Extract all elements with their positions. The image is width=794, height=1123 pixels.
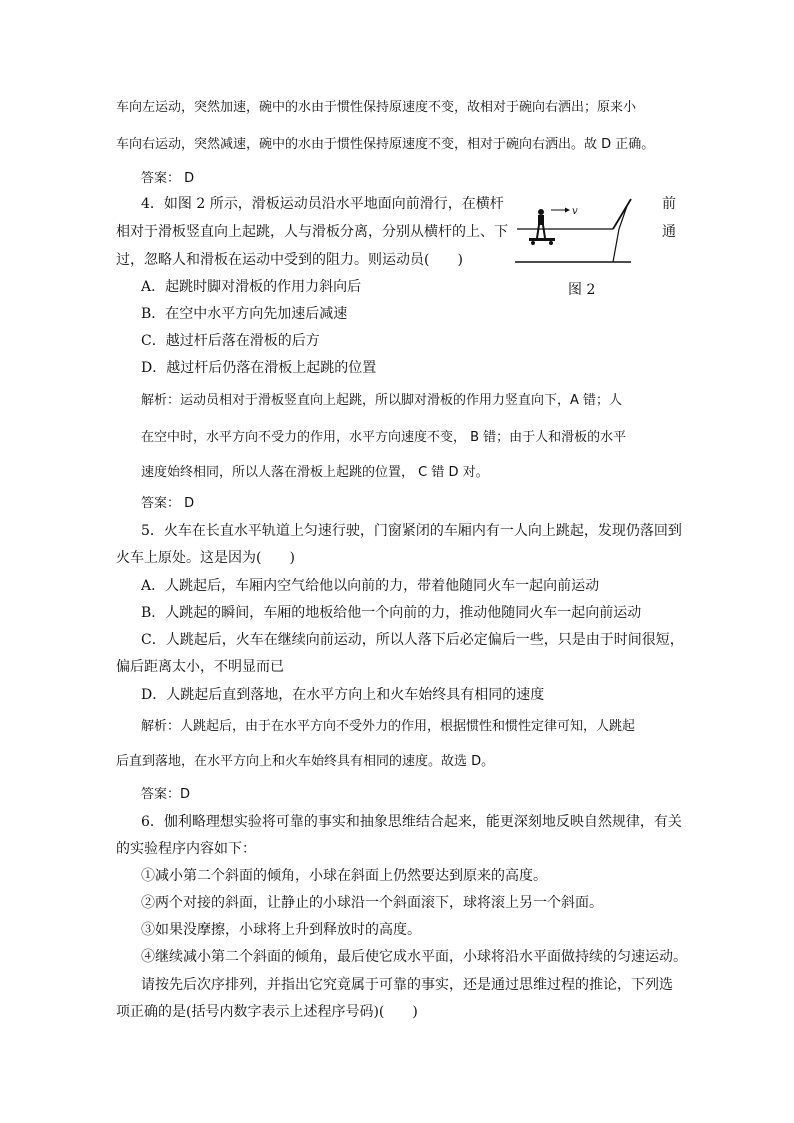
q5-analysis-line1: 解析：人跳起后，由于在水平方向不受外力的作用，根据惯性和惯性定律可知，人跳起: [141, 719, 636, 734]
q6-step-2: ②两个对接的斜面，让静止的小球沿一个斜面滚下，球将滚上另一个斜面。: [141, 895, 603, 911]
q6-step-3: ③如果没摩擦，小球将上升到释放时的高度。: [141, 922, 421, 938]
q4-stem-line2-end: 通: [662, 224, 676, 240]
q4-stem-line3: 过，忽略人和滑板在运动中受到的阻力。则运动员( ): [116, 252, 463, 268]
q5-option-c-cont: 偏后距离太小，不明显而已: [116, 659, 284, 675]
figure-velocity-label: v: [572, 206, 578, 217]
q6-stem-line2: 的实验程序内容如下：: [116, 841, 256, 857]
q6-instruction-line1: 请按先后次序排列，并指出它究竟属于可靠的事实，还是通过思维过程的推论，下列选: [141, 977, 673, 993]
q6-instruction-line2: 项正确的是(括号内数字表示上述程序号码)( ): [116, 1004, 418, 1020]
q5-option-d: D．人跳起后直到落地，在水平方向上和火车始终具有相同的速度: [141, 687, 545, 703]
q5-option-a: A．人跳起后，车厢内空气给他以向前的力，带着他随同火车一起向前运动: [141, 578, 600, 594]
figure-caption: 图 2: [568, 282, 596, 298]
q4-stem-line1: 4．如图 2 所示，滑板运动员沿水平地面向前滑行，在横杆: [141, 196, 504, 212]
figure-skateboarder: [515, 194, 633, 266]
q4-stem-line1-end: 前: [662, 196, 676, 212]
q4-option-d: D．越过杆后仍落在滑板上起跳的位置: [141, 360, 377, 376]
q4-option-c: C．越过杆后落在滑板的后方: [141, 333, 320, 349]
q5-answer: 答案：D: [141, 787, 191, 802]
prev-analysis-line2: 车向右运动，突然减速，碗中的水由于惯性保持原速度不变，相对于碗向右洒出。故 D 正确。: [116, 137, 655, 152]
prev-answer: 答案： D: [141, 171, 195, 186]
q4-analysis-line3: 速度始终相同，所以人落在滑板上起跳的位置， C 错 D 对。: [141, 465, 489, 480]
q4-option-b: B．在空中水平方向先加速后减速: [141, 306, 348, 322]
q5-stem-line1: 5．火车在长直水平轨道上匀速行驶，门窗紧闭的车厢内有一人向上跳起，发现仍落回到: [141, 523, 682, 539]
q4-option-a: A．起跳时脚对滑板的作用力斜向后: [141, 279, 362, 295]
q6-step-1: ①减小第二个斜面的倾角，小球在斜面上仍然要达到原来的高度。: [141, 868, 547, 884]
q5-option-c: C．人跳起后，火车在继续向前运动，所以人落下后必定偏后一些，只是由于时间很短，: [141, 632, 684, 648]
q4-analysis-line1: 解析：运动员相对于滑板竖直向上起跳，所以脚对滑板的作用力竖直向下，A 错；人: [141, 393, 623, 408]
q4-stem-line2: 相对于滑板竖直向上起跳，人与滑板分离，分别从横杆的上、下: [116, 224, 508, 240]
q5-stem-line2: 火车上原处。这是因为( ): [116, 550, 295, 566]
q5-option-b: B．人跳起的瞬间，车厢的地板给他一个向前的力，推动他随同火车一起向前运动: [141, 605, 642, 621]
q6-step-4: ④继续减小第二个斜面的倾角，最后使它成水平面，小球将沿水平面做持续的匀速运动。: [141, 949, 687, 965]
prev-analysis-line1: 车向左运动，突然加速，碗中的水由于惯性保持原速度不变，故相对于碗向右洒出；原来小: [116, 100, 637, 115]
q4-answer: 答案： D: [141, 496, 195, 511]
q5-analysis-line2: 后直到落地，在水平方向上和火车始终具有相同的速度。故选 D。: [116, 754, 495, 769]
q4-analysis-line2: 在空中时，水平方向不受力的作用，水平方向速度不变， B 错；由于人和滑板的水平: [141, 430, 627, 445]
q6-stem-line1: 6．伽利略理想实验将可靠的事实和抽象思维结合起来，能更深刻地反映自然规律，有关: [141, 814, 682, 830]
